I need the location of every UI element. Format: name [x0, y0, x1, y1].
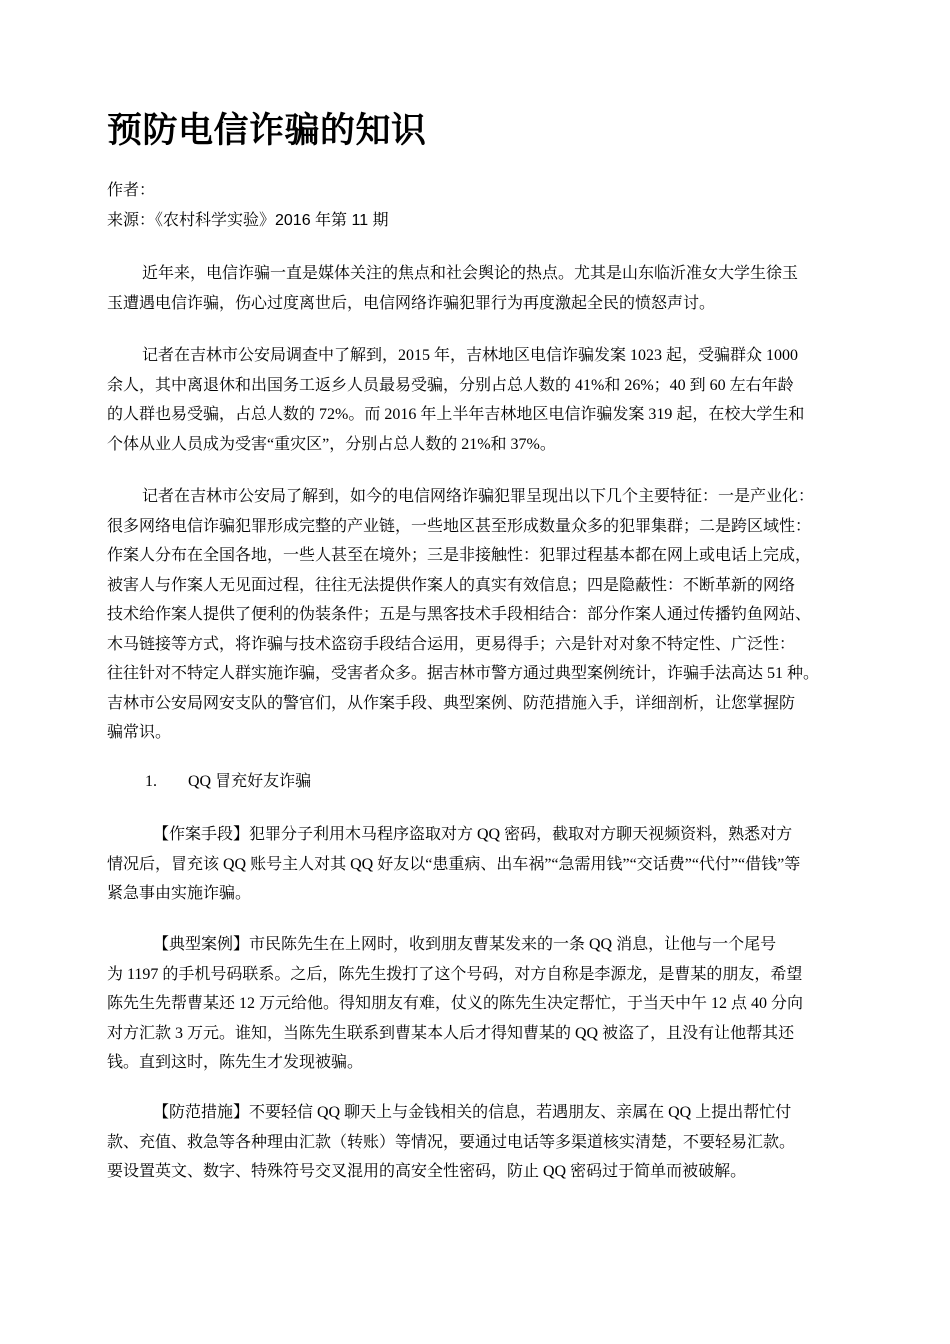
paragraph-line: 钱。直到这时，陈先生才发现被骗。: [107, 1054, 364, 1071]
paragraph-line: 陈先生先帮曹某还 12 万元给他。得知朋友有难，仗义的陈先生决定帮忙，于当天中午 12 点 40 分向: [107, 995, 804, 1012]
paragraph-features: [107, 482, 853, 748]
paragraph-line: 为 1197 的手机号码联系。之后，陈先生拨打了这个号码，对方自称是李源龙，是曹某的朋友，希望: [107, 965, 803, 983]
paragraph-line: 木马链接等方式，将诈骗与技术盗窃手段结合运用，更易得手；六是针对对象不特定性、广泛性：: [107, 635, 796, 653]
paragraph-line: 记者在吉林市公安局调查中了解到，2015 年，吉林地区电信诈骗发案 1023 起，受骗群众 1000: [142, 347, 799, 364]
paragraph-line: 往往针对不特定人群实施诈骗，受害者众多。据吉林市警方通过典型案例统计，诈骗手法高达 51 种。: [107, 665, 820, 682]
paragraph-line: 技术给作案人提供了便利的伪装条件；五是与黑客技术手段相结合：部分作案人通过传播钓鱼网站、: [107, 606, 812, 623]
list-heading-text: QQ 冒充好友诈骗: [188, 773, 312, 790]
paragraph-line: 【典型案例】市民陈先生在上网时，收到朋友曹某发来的一条 QQ 消息，让他与一个尾号: [153, 936, 777, 953]
paragraph-line: 近年来，电信诈骗一直是媒体关注的焦点和社会舆论的热点。尤其是山东临沂准女大学生徐玉: [142, 265, 799, 282]
paragraph-line: 个体从业人员成为受害“重灾区”，分别占总人数的 21%和 37%。: [107, 435, 556, 453]
paragraph-line: 情况后，冒充该 QQ 账号主人对其 QQ 好友以“患重病、出车祸”“急需用钱”“交话费”“代付”“借钱”等: [107, 855, 801, 873]
paragraph-line: 吉林市公安局网安支队的警官们，从作案手段、典型案例、防范措施入手，详细剖析，让您掌握防: [107, 694, 796, 712]
paragraph-line: 被害人与作案人无见面过程，往往无法提供作案人的真实有效信息；四是隐蔽性：不断革新的网络: [107, 576, 796, 594]
paragraph-line: 余人，其中离退休和出国务工返乡人员最易受骗，分别占总人数的 41%和 26%；40 到 60 左右年龄: [107, 376, 794, 394]
paragraph-line: 记者在吉林市公安局了解到，如今的电信网络诈骗犯罪呈现出以下几个主要特征：一是产业化：: [142, 488, 815, 505]
paragraph-intro: [107, 259, 853, 318]
paragraph-line: 对方汇款 3 万元。谁知，当陈先生联系到曹某本人后才得知曹某的 QQ 被盗了，且没有让他帮其还: [107, 1024, 795, 1042]
paragraph-line: 【防范措施】不要轻信 QQ 聊天上与金钱相关的信息，若遇朋友、亲属在 QQ 上提出帮忙付: [153, 1104, 792, 1121]
list-number: 1.: [145, 773, 157, 790]
section-prevention: [107, 1098, 853, 1187]
paragraph-line: 款、充值、救急等各种理由汇款（转账）等情况，要通过电话等多渠道核实清楚，不要轻易汇款。: [107, 1133, 796, 1151]
paragraph-line: 【作案手段】犯罪分子利用木马程序盗取对方 QQ 密码，截取对方聊天视频资料，熟悉对方: [153, 826, 793, 843]
numbered-heading: [145, 770, 311, 794]
paragraph-line: 要设置英文、数字、特殊符号交叉混用的高安全性密码，防止 QQ 密码过于简单而被破解。: [107, 1163, 747, 1180]
section-case: [107, 930, 853, 1078]
paragraph-line: 的人群也易受骗，占总人数的 72%。而 2016 年上半年吉林地区电信诈骗发案 319 起，在校大学生和: [107, 406, 805, 423]
source-line: 来源：《农村科学实验》2016 年第 11 期: [107, 212, 389, 229]
paragraph-statistics: [107, 341, 853, 459]
paragraph-line: 作案人分布在全国各地，一些人甚至在境外；三是非接触性：犯罪过程基本都在网上或电话上完成，: [107, 547, 812, 564]
page-title: 预防电信诈骗的知识: [107, 111, 427, 150]
paragraph-line: 骗常识。: [107, 724, 172, 741]
paragraph-line: 很多网络电信诈骗犯罪形成完整的产业链，一些地区甚至形成数量众多的犯罪集群；二是跨区域性：: [107, 517, 812, 535]
paragraph-line: 紧急事由实施诈骗。: [107, 885, 252, 902]
paragraph-line: 玉遭遇电信诈骗，伤心过度离世后，电信网络诈骗犯罪行为再度激起全民的愤怒声讨。: [107, 294, 716, 312]
section-method: [107, 820, 853, 909]
author-line: 作者：: [107, 182, 156, 199]
